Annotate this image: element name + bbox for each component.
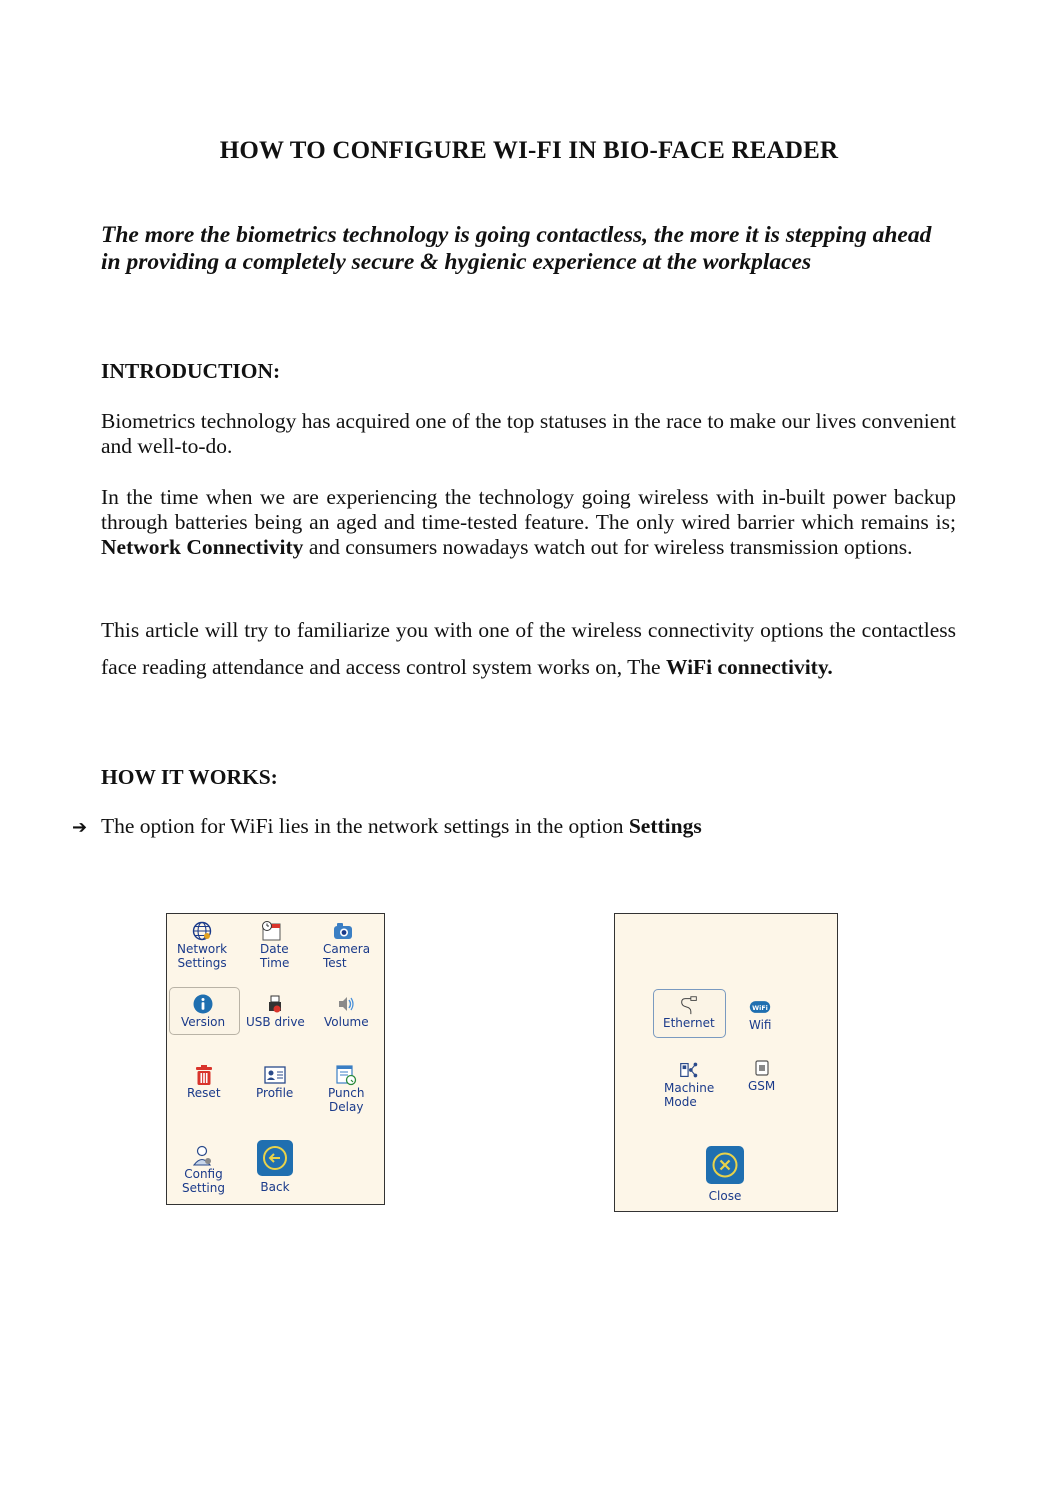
config-setting-label: Config Setting	[182, 1167, 225, 1195]
how-it-works-heading: HOW IT WORKS:	[101, 765, 278, 789]
date-time-label: Date Time	[260, 942, 290, 970]
punch-delay-label: Punch Delay	[328, 1086, 365, 1114]
arrow-bullet-icon: ➔	[72, 817, 88, 838]
close-icon	[711, 1151, 739, 1179]
page-title: HOW TO CONFIGURE WI-FI IN BIO-FACE READER	[219, 137, 839, 164]
bullet-item	[72, 814, 702, 839]
globe-icon	[191, 920, 213, 942]
svg-text:WiFi: WiFi	[752, 1004, 769, 1012]
bullet-bold: Settings	[628, 814, 702, 838]
close-tile[interactable]	[706, 1146, 744, 1203]
network-settings-screenshot	[614, 913, 838, 1212]
profile-card-icon	[264, 1064, 286, 1086]
para3-text: This article will try to familiarize you with one of the wireless connectivity options the contactless face reading attendance and access control system works on, The	[101, 618, 956, 679]
para3-bold: WiFi connectivity.	[665, 655, 833, 679]
profile-tile[interactable]	[256, 1064, 293, 1100]
wifi-icon	[749, 996, 771, 1018]
punch-clock-icon	[335, 1064, 357, 1086]
user-config-icon	[192, 1145, 214, 1167]
close-button[interactable]	[706, 1146, 744, 1184]
intro-paragraph-2	[101, 485, 956, 560]
para2-text-a: In the time when we are experiencing the technology going wireless with in-built power backup through batteries being an aged and time-tested feature. The only wired barrier which remains is;	[101, 485, 956, 534]
back-button[interactable]	[257, 1140, 293, 1176]
usb-drive-icon	[264, 993, 286, 1015]
gsm-tile[interactable]	[748, 1057, 775, 1093]
back-label: Back	[260, 1180, 290, 1194]
intro-paragraph-1: Biometrics technology has acquired one of the top statuses in the race to make our lives convenient and well-to-do.	[101, 409, 956, 458]
settings-menu-screenshot	[166, 913, 385, 1205]
camera-test-label: Camera Test	[323, 942, 371, 970]
usb-drive-label: USB drive	[246, 1015, 305, 1029]
subtitle: The more the biometrics technology is going contactless, the more it is stepping ahead in providing a completely secure & hygienic experience at the workplaces	[101, 222, 932, 275]
wifi-tile[interactable]	[749, 996, 772, 1032]
ethernet-cable-icon	[678, 994, 700, 1016]
version-label: Version	[181, 1015, 226, 1029]
intro-paragraph-3	[101, 612, 956, 686]
version-tile[interactable]	[181, 993, 225, 1029]
ethernet-label: Ethernet	[663, 1016, 715, 1030]
para2-text-b: and consumers nowadays watch out for wireless transmission options.	[303, 535, 913, 559]
back-tile[interactable]	[257, 1140, 293, 1194]
network-settings-label: Network Settings	[177, 942, 228, 970]
machine-mode-label: Machine Mode	[664, 1081, 715, 1109]
sim-card-icon	[751, 1057, 773, 1079]
info-icon	[192, 993, 214, 1015]
machine-network-icon	[678, 1059, 700, 1081]
gsm-label: GSM	[748, 1079, 776, 1093]
ethernet-tile[interactable]	[663, 994, 715, 1030]
close-label: Close	[708, 1189, 742, 1203]
date-time-tile[interactable]	[260, 920, 289, 970]
network-settings-tile[interactable]	[177, 920, 227, 970]
volume-label: Volume	[324, 1015, 369, 1029]
profile-label: Profile	[256, 1086, 294, 1100]
camera-test-tile[interactable]	[323, 920, 370, 970]
reset-label: Reset	[187, 1086, 221, 1100]
bullet-text: The option for WiFi lies in the network settings in the option	[101, 814, 629, 838]
punch-delay-tile[interactable]	[328, 1064, 364, 1114]
usb-drive-tile[interactable]	[246, 993, 305, 1029]
config-setting-tile[interactable]	[182, 1145, 225, 1195]
wifi-label: Wifi	[749, 1018, 772, 1032]
back-arrow-icon	[262, 1145, 288, 1171]
para2-bold: Network Connectivity	[101, 535, 304, 559]
machine-mode-tile[interactable]	[664, 1059, 714, 1109]
trash-icon	[193, 1064, 215, 1086]
calendar-clock-icon	[260, 920, 282, 942]
volume-tile[interactable]	[324, 993, 369, 1029]
speaker-icon	[335, 993, 357, 1015]
camera-icon	[332, 920, 354, 942]
reset-tile[interactable]	[187, 1064, 221, 1100]
intro-heading: INTRODUCTION:	[101, 359, 281, 383]
